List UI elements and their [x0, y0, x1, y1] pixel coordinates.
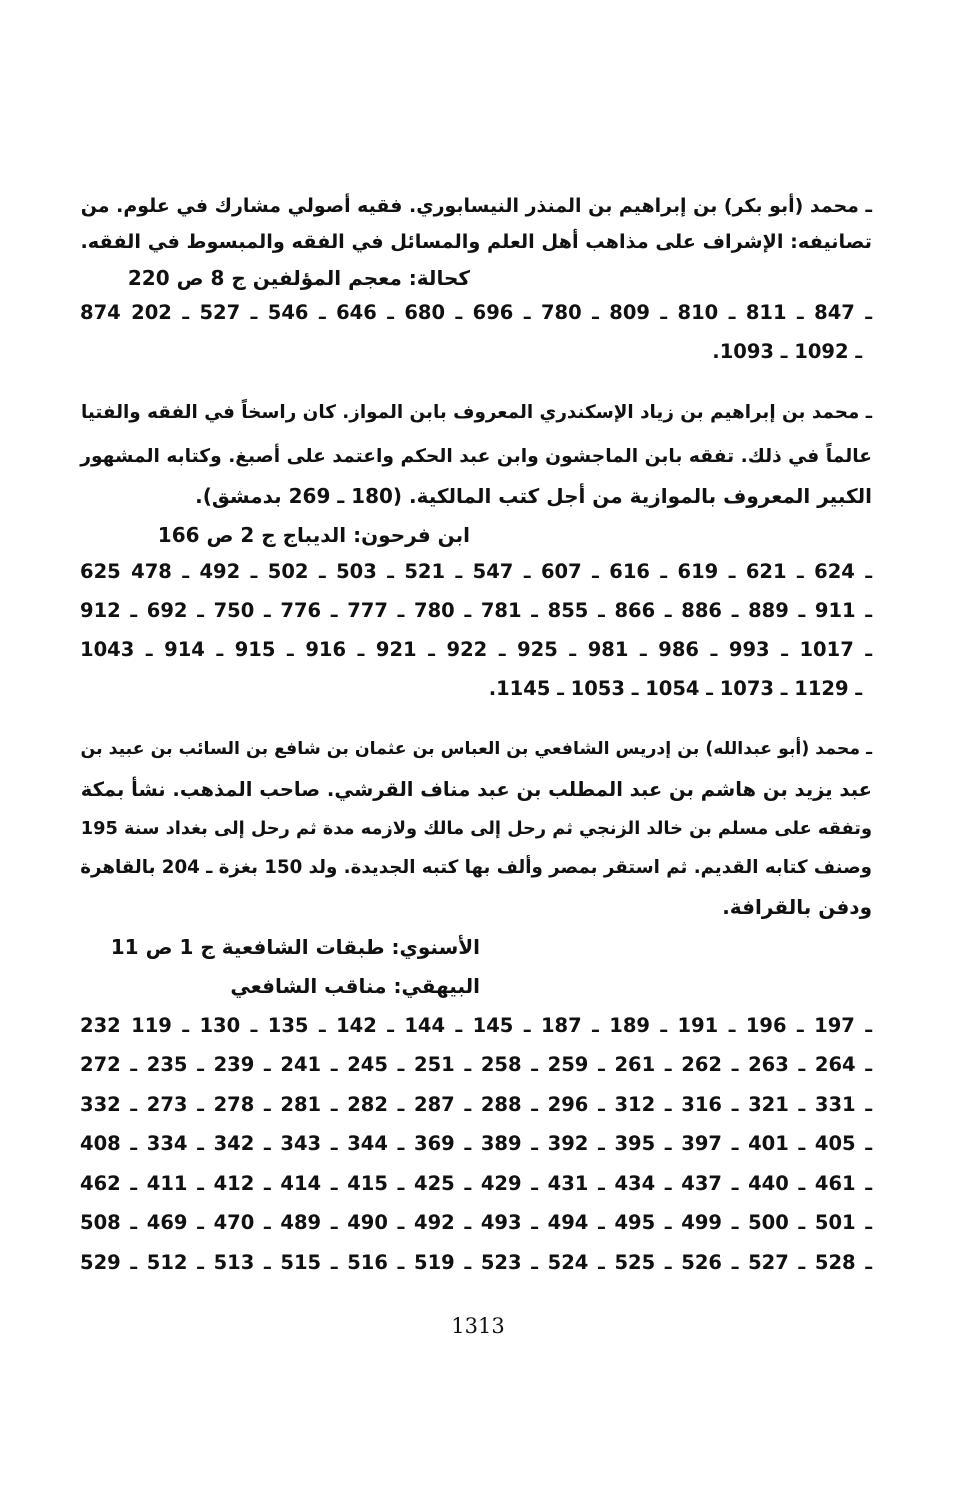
reference-source: ابن فرحون: الديباج ج 2 ص 166 — [157, 523, 470, 547]
page-references-line: 272 ـ 264 ـ 263 ـ 262 ـ 261 ـ 259 ـ 258 ـ 251 ـ 245 ـ 241 ـ 239 ـ 235 ـ — [80, 1053, 873, 1076]
page-references-line: 332 ـ 331 ـ 321 ـ 316 ـ 312 ـ 296 ـ 288 ـ 287 ـ 282 ـ 281 ـ 278 ـ 273 ـ — [80, 1093, 873, 1116]
page-references-line: 408 ـ 405 ـ 401 ـ 397 ـ 395 ـ 392 ـ 389 ـ 369 ـ 344 ـ 343 ـ 342 ـ 334 ـ — [80, 1132, 873, 1155]
entry-text-line: ـ محمد بن إبراهيم بن زياد الإسكندري المعروف بابن المواز. كان راسخاً في الفقه والفتيا — [81, 402, 872, 423]
entry-text-line: عالماً في ذلك. تفقه بابن الماجشون وابن عبد الحكم واعتمد على أصبغ. وكتابه المشهور — [80, 446, 872, 467]
page-references-line: 529 ـ 528 ـ 527 ـ 526 ـ 525 ـ 524 ـ 523 ـ 519 ـ 516 ـ 515 ـ 513 ـ 512 ـ — [80, 1251, 873, 1274]
entry-text-line: عبد يزيد بن هاشم بن عبد المطلب بن عبد مناف القرشي. صاحب المذهب. نشأ بمكة — [80, 778, 872, 801]
page-references-line: 912 ـ 911 ـ 889 ـ 886 ـ 866 ـ 855 ـ 781 ـ 780 ـ 777 ـ 776 ـ 750 ـ 692 ـ — [80, 599, 873, 622]
page-references-line: 874 ـ 847 ـ 811 ـ 810 ـ 809 ـ 780 ـ 696 ـ 680 ـ 646 ـ 546 ـ 527 ـ 202 — [80, 301, 872, 324]
entry-text-line: تصانيفه: الإشراف على مذاهب أهل العلم والمسائل في الفقه والمبسوط في الفقه. — [80, 230, 872, 253]
page-references-line: .1145 ـ 1129 ـ 1073 ـ 1054 ـ 1053 ـ — [488, 677, 862, 700]
reference-source: كحالة: معجم المؤلفين ج 8 ص 220 — [127, 266, 470, 290]
page-number: 1313 — [451, 1314, 505, 1338]
page-references-line: 462 ـ 461 ـ 440 ـ 437 ـ 434 ـ 431 ـ 429 ـ 425 ـ 415 ـ 414 ـ 412 ـ 411 ـ — [80, 1172, 873, 1195]
reference-source: البيهقي: مناقب الشافعي — [230, 974, 480, 998]
entry-text-line: ـ محمد (أبو بكر) بن إبراهيم بن المنذر النيسابوري. فقيه أصولي مشارك في علوم. من — [80, 195, 872, 217]
entry-text-line: وتفقه على مسلم بن خالد الزنجي ثم رحل إلى مالك ولازمه مدة ثم رحل إلى بغداد سنة 195 — [80, 818, 872, 839]
page-references-line: 232 ـ 197 ـ 196 ـ 191 ـ 189 ـ 187 ـ 145 ـ 144 ـ 142 ـ 135 ـ 130 ـ 119 — [80, 1014, 872, 1037]
page-references-line: 1043 ـ 1017 ـ 993 ـ 986 ـ 981 ـ 925 ـ 922 ـ 921 ـ 916 ـ 915 ـ 914 ـ — [80, 638, 873, 661]
entry-text-line: وصنف كتابه القديم. ثم استقر بمصر وألف بها كتبه الجديدة. ولد 150 بغزة ـ 204 بالقاهرة — [80, 857, 872, 878]
entry-text-line: ودفن بالقرافة. — [722, 895, 872, 919]
page-references-line: 508 ـ 501 ـ 500 ـ 499 ـ 495 ـ 494 ـ 493 ـ 492 ـ 490 ـ 489 ـ 470 ـ 469 ـ — [80, 1211, 873, 1234]
page-references-line: 625 ـ 624 ـ 621 ـ 619 ـ 616 ـ 607 ـ 547 ـ 521 ـ 503 ـ 502 ـ 492 ـ 478 — [80, 560, 872, 583]
entry-text-line: الكبير المعروف بالموازية من أجل كتب المالكية. (180 ـ 269 بدمشق). — [195, 484, 872, 508]
page-references-line: .1093 ـ 1092 ـ — [712, 340, 862, 363]
entry-text-line: ـ محمد (أبو عبدالله) بن إدريس الشافعي بن العباس بن عثمان بن شافع بن السائب بن عبيد بن — [80, 739, 872, 759]
reference-source: الأسنوي: طبقات الشافعية ج 1 ص 11 — [110, 935, 480, 959]
